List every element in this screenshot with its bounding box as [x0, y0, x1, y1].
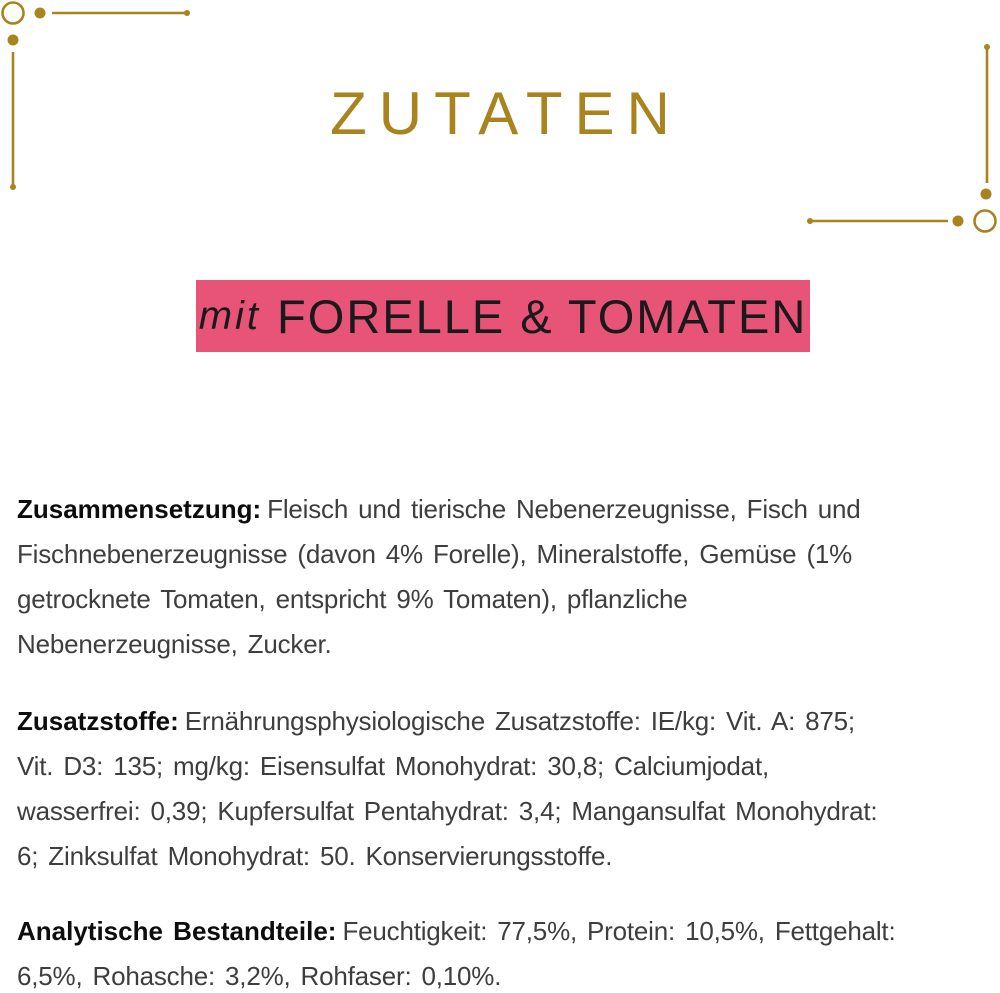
text-line [17, 699, 951, 744]
text-line [17, 834, 951, 879]
text-line [17, 909, 951, 954]
page-title: ZUTATEN [330, 80, 682, 147]
line-text: Fleisch und tierische Nebenerzeugnisse, Fisch und [267, 494, 861, 524]
text-line [17, 744, 951, 789]
text-line [17, 789, 951, 834]
section-heading: Analytische Bestandteile: [17, 916, 337, 946]
section-heading: Zusammensetzung: [17, 494, 262, 524]
section-composition [17, 487, 951, 667]
line-text: 6; Zinksulfat Monohydrat: 50. Konservierungsstoffe. [17, 841, 613, 871]
section-analytical-constituents [17, 909, 951, 993]
line-text: Vit. D3: 135; mg/kg: Eisensulfat Monohydrat: 30,8; Calciumjodat, [17, 751, 769, 781]
line-text: getrocknete Tomaten, entspricht 9% Tomaten), pflanzliche [17, 584, 688, 614]
line-text: Nebenerzeugnisse, Zucker. [17, 629, 332, 659]
text-line [17, 532, 951, 577]
line-text: 6,5%, Rohasche: 3,2%, Rohfaser: 0,10%. [17, 961, 502, 991]
banner-variety-label: FORELLE & TOMATEN [277, 289, 808, 343]
banner-prefix: mit [198, 293, 262, 338]
text-line [17, 577, 951, 622]
text-line [17, 622, 951, 667]
line-text: Ernährungsphysiologische Zusatzstoffe: IE/kg: Vit. A: 875; [184, 706, 855, 736]
text-line [17, 487, 951, 532]
line-text: wasserfrei: 0,39; Kupfersulfat Pentahydrat: 3,4; Mangansulfat Monohydrat: [17, 796, 878, 826]
line-text: Fischnebenerzeugnisse (davon 4% Forelle), Mineralstoffe, Gemüse (1% [17, 539, 853, 569]
section-heading: Zusatzstoffe: [17, 706, 179, 736]
line-text: Feuchtigkeit: 77,5%, Protein: 10,5%, Fettgehalt: [342, 916, 896, 946]
variety-banner [196, 280, 810, 352]
text-line [17, 954, 951, 993]
section-additives [17, 699, 951, 879]
